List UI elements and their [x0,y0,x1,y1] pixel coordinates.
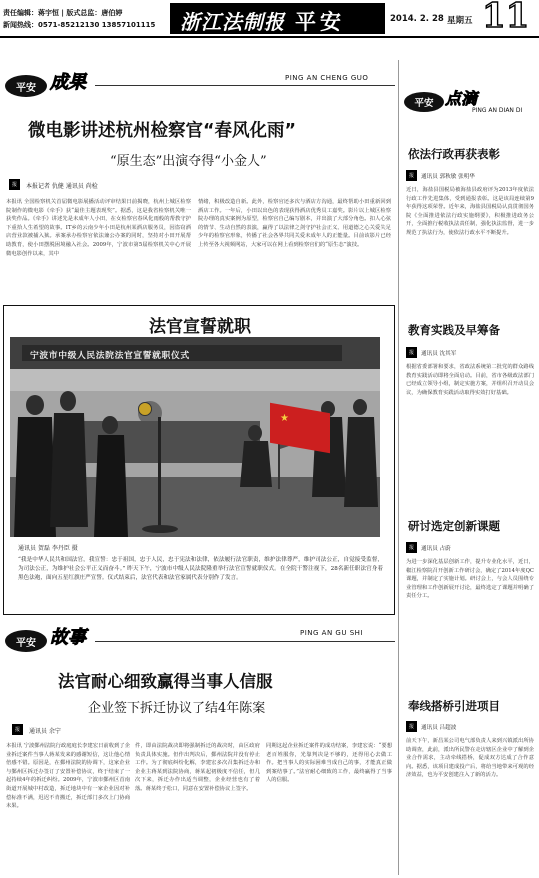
byline-2: 通讯员 余宁 [29,728,61,735]
byline-stamp-2: 报 [12,724,23,735]
section-en-label-2: PING AN GU SHI [300,629,363,637]
flag-star-icon: ★ [280,413,289,424]
brief-4-stamp: 报 [406,721,417,732]
brief-3-stamp: 报 [406,542,417,553]
article-subhead-2: 企业签下拆迁协议了结4年陈案 [88,701,266,716]
header-divider [0,36,539,38]
editor-line: 责任编辑：蒋宇恒 | 版式总监：唐伯婷 [3,9,123,17]
sidebar-cn-label: 点滴 [445,89,478,108]
brief-2-stamp: 报 [406,347,417,358]
brief-3-text: 为进一步深化基层创新工作，提升专业化水平，近日，椒江检察院召开创新工作研讨会，确定了2014年度QC课题，并制定了实施计划。研讨会上，与会人员围绕专业管理和工作创新展开讨论，最终选定了课题并明确了责任分工。 [406,559,534,600]
court-emblem-icon [138,402,152,416]
article2-col-2: 件，即由法院裁决即将强制拆迁的裁决时，由区政府负责具体实施。但作出判决后，鄞州法院并没有停止工作。为了彻底纠纷化解，李建宏多次召集拆迁办和企业主蒋某到法院协商，蒋某起初极度不信任，但几次下来，拆迁办作出适当调整，企业经营也有了着落。蒋某终于松口，同意在安置补偿协议上签字。 [135,743,260,792]
section-en-label: PING AN CHENG GUO [285,74,369,82]
weekday: 星期五 [447,16,473,26]
screen-banner-text: 宁波市中级人民法院法官宣誓就职仪式 [30,351,190,361]
byline: 本报记者 仇健 通讯员 尚检 [26,183,98,190]
section-rule [95,85,395,86]
brief-1-stamp: 报 [406,170,417,181]
brief-2-title: 教育实践及早筹备 [408,323,500,337]
section-rule-2 [95,641,395,642]
section-badge: 平安 [5,75,47,97]
issue-date: 2014. 2. 28 [390,14,444,24]
brief-2-byline: 通讯员 沈其军 [421,351,457,357]
brief-2-text: 根据省委部署和要求，省政法系统第二批党的群众路线教育实践活动即将全面启动。目前，省市各级政法部门已经成立领导小组，制定实施方案，并组织召开动员会议，为确保教育实践活动取得实效打好基础。 [406,364,534,396]
photo-caption: “我是中华人民共和国法官，我宣誓：忠于祖国，忠于人民，忠于宪法和法律，依法履行法官职责，维护法律尊严，维护司法公正，自觉接受监督，为司法公正，为维护社会公平正义而奋斗。” 昨天下午，宁波市中级人民法院隆重举行法官宣誓就职仪式。在全院干警注视下，28名新任职法官身着黑色法袍，面向五星红旗庄严宣誓。仪式结束后，法官代表和法官家属代表分别作了发言。 [18,557,383,581]
sidebar-en-label: PING AN DIAN DI [472,107,523,114]
article2-col-3: 同期这起企业拆迁案件的成功结案，李建宏说：“要想老百姓服你，光靠判决是不够的，还得用心去做工作。把当事人的实际困难当成自己的事，才能真正做到案结事了。”法官耐心细致的工作，最终赢得了当事人的信服。 [266,743,392,784]
hotline: 新闻热线：0571-85212130 13857101115 [3,21,156,29]
brief-1-text: 近日，海盐县国税局被海盐县政府评为2013年度依法行政工作先进集体，受到通报表彰。这是该局连续第9年获得这项荣誉。近年来，海盐县国税局认真贯彻国务院《全面推进依法行政实施纲要》，积极推进政务公开，全面推行税收执法责任制，强化执法监督，进一步规范了执法行为，使依法行政水平不断提升。 [406,187,534,236]
photo-credit: 通讯员 贺磊 李丹臣 摄 [18,545,78,552]
article-col-2: 情绪，积极改造自新。此外，检察官还多次与酒店方沟通，最终帮助小田重新回到酒店工作。一年后，小田以出色的表现获得酒店优秀员工嘉奖。影片以上城区检察院办理的真实案例为原型，检察官自己编写剧本，并出演了大部分角色。扣人心弦的情节、生动自然的表演，赢得了以法律之剑守护社会正义、用道德之心关爱失足少年的检察官形象，传播了社会各界共同关爱未成年人的正能量。目前该影片已经上传至各大视频网站，大家可以在网上看到检察官们的“原生态”演技。 [198,199,391,248]
page-number: 11 [482,0,530,36]
section-cn-label-2: 故事 [50,627,86,648]
article2-col-1: 本报讯 宁波鄞州法院行政庭庭长李建宏日前收到了企业拆迁案件当事人蒋某发来的感谢短信，这让他心情倍感不错。原因是，在鄞州法院的协调下，这家企业与鄞州区拆迁办签订了安置补偿协议，终于结束了一起持续4年的拆迁纠纷。2009年，宁波市鄞州区首南街道开展城中村改造，拆迁地块中有一家企业因对补偿标准不满，迟迟不肯搬迁，拆迁部门多次上门协商未果。 [6,743,130,810]
brief-3-title: 研讨选定创新课题 [408,519,500,533]
section-name: 平安 [295,9,345,34]
brief-4-text: 前天下午，新昌某公司电气部负责人来到兴镇派出所协助调查，此前，派出所民警在走访辖区企业中了解到企业合作需求，主动牵线搭桥，促成双方达成了合作意向。据悉，该项目建成投产后，将给当地带来可观的经济效益，也为平安创建注入了新的活力。 [406,738,534,779]
sidebar-badge: 平安 [404,92,444,112]
brief-4-title: 奉线搭桥引进项目 [408,699,500,713]
byline-stamp: 报 [9,179,20,190]
brief-1-byline: 通讯员 郭秋敏 张明华 [421,174,475,180]
article-subhead: “原生态”出演夺得“小金人” [110,154,267,169]
article-col-1: 本报讯 全国检察机关首届微电影展播活动评审结果日前揭晓，杭州上城区检察院制作的微电影《牵手》获“最佳主题表现奖”。据悉，这是我省检察机关唯一获奖作品。《牵手》讲述先是未成年人小田，在女检察官春风化雨般的帮教守护下重拾人生希望的故事。IT乡的云南少年小田是杭州某酒店服务员，因盗窃酒店营业款被捕入狱。承案承办检察官依法兼公办案的同时，坚持对小田开展帮助教育，使小田摆脱困境融入社会。2009年，宁波市第5届检察机关中心开展微电影创作以来，其中 [6,199,191,257]
brief-1-title: 依法行政再获表彰 [408,147,500,161]
brief-3-byline: 通讯员 占蔚 [421,546,451,552]
article-headline: 微电影讲述杭州检察官“春风化雨” [28,121,297,141]
section-badge-2: 平安 [5,630,47,652]
brief-4-byline: 通讯员 吕超波 [421,725,457,731]
section-cn-label: 成果 [50,72,86,93]
photo-title: 法官宣誓就职 [149,317,251,337]
masthead-logo: 浙江法制报 [180,10,285,34]
article-headline-2: 法官耐心细致赢得当事人信服 [58,672,273,691]
sidebar-divider [398,60,399,875]
